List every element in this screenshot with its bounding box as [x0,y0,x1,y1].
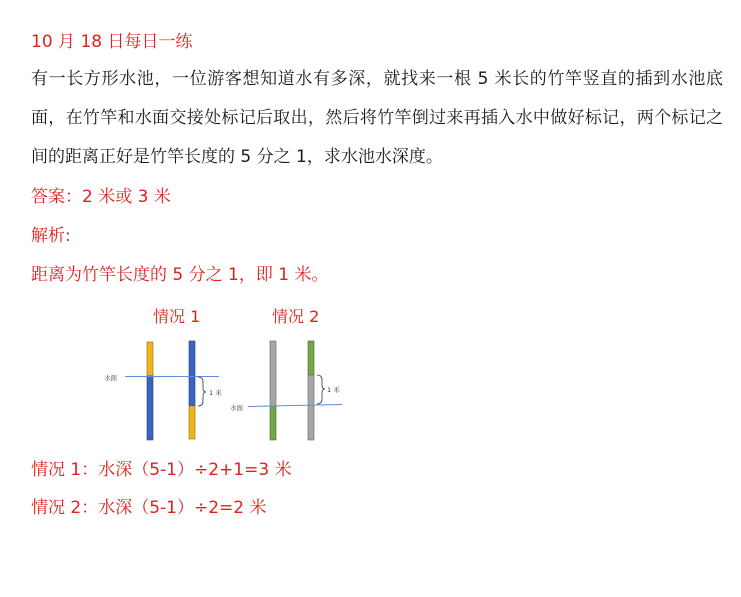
answer-text: 答案：2 米或 3 米 [31,187,171,207]
case2-pole-c-bottom [270,406,276,440]
case1-label: 情况 1 [153,307,201,326]
page-title: 10 月 18 日每日一练 [31,32,193,52]
question-text: 有一长方形水池，一位游客想知道水有多深，就找来一根 5 米长的竹竿竖直的插到水池底面，在竹竿和水面交接处标记后取出，然后将竹竿倒过来再插入水中做好标记，两个标记之间的距离正好是竹竿长度的 5 分之 1，求水池水深度。 [31,69,723,167]
case2-pole-c-top [270,341,276,406]
case2-label: 情况 2 [272,307,320,326]
solution-case2: 情况 2：水深（5-1）÷2=2 米 [31,498,267,518]
case1-pole-b-bottom [189,406,195,439]
case2-water-line [248,405,342,407]
case2-pole-d-top [308,341,314,375]
case2-gap-brace [317,375,325,404]
case1-water-label: 水面 [104,374,117,382]
case2-pole-d-bottom [308,375,314,440]
analysis-text: 距离为竹竿长度的 5 分之 1，即 1 米。 [31,265,329,285]
case1-gap-label: 1 米 [209,389,222,397]
analysis-label: 解析: [31,226,71,246]
case1-pole-b-top [189,341,195,406]
solution-case1: 情况 1：水深（5-1）÷2+1=3 米 [31,460,292,480]
case1-pole-a-top [147,342,153,376]
case1-gap-brace [198,377,206,406]
case1-pole-a-bottom [147,376,153,440]
case2-gap-label: 1 米 [327,386,340,394]
case2-water-label: 水面 [230,404,243,412]
